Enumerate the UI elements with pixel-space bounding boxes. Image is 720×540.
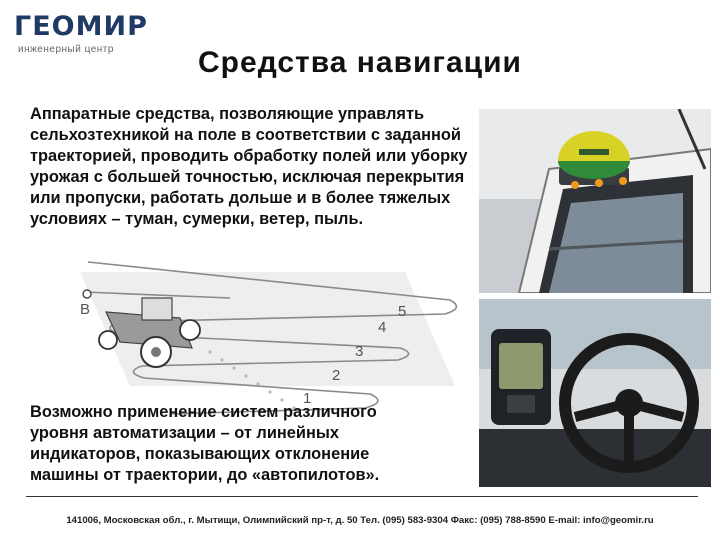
logo-wordmark: ГЕОМИР [14,11,148,42]
intro-paragraph: Аппаратные средства, позволяющие управлять сельхозтехникой на поле в соответствии с заданной траекторией, проводить обработку полей или уборку урожая с большей точностью, исключая перекрытия или пропуски, работать дольше и в более тяжелых условиях – туман, сумерки, ветер, пыль. [30,105,468,228]
automation-paragraph: Возможно применение систем различного уровня автоматизации – от линейных индикаторов, показывающих отклонение машины от траектории, до «автопилотов». [30,403,380,484]
logo-subtitle: инженерный центр [18,44,114,55]
pass-number: 4 [378,319,387,336]
point-b-marker [83,290,91,298]
slide-title: Средства навигации [198,46,522,79]
pass-number: 1 [303,390,312,407]
footer-contacts: 141006, Московская обл., г. Мытищи, Олимпийский пр-т, д. 50 Тел. (095) 583-9304 Факс: (095) 788-8590 E-mail: info@geomir.ru [66,515,654,526]
pass-number: 2 [332,367,341,384]
field-passes-diagram [60,236,470,426]
point-b-label: B [80,301,91,318]
pass-number: 3 [355,343,364,360]
tractor-gps-receiver-photo [479,109,711,293]
pass-number: 5 [398,303,407,320]
cab-display-photo [479,299,711,487]
footer-divider [26,496,698,497]
